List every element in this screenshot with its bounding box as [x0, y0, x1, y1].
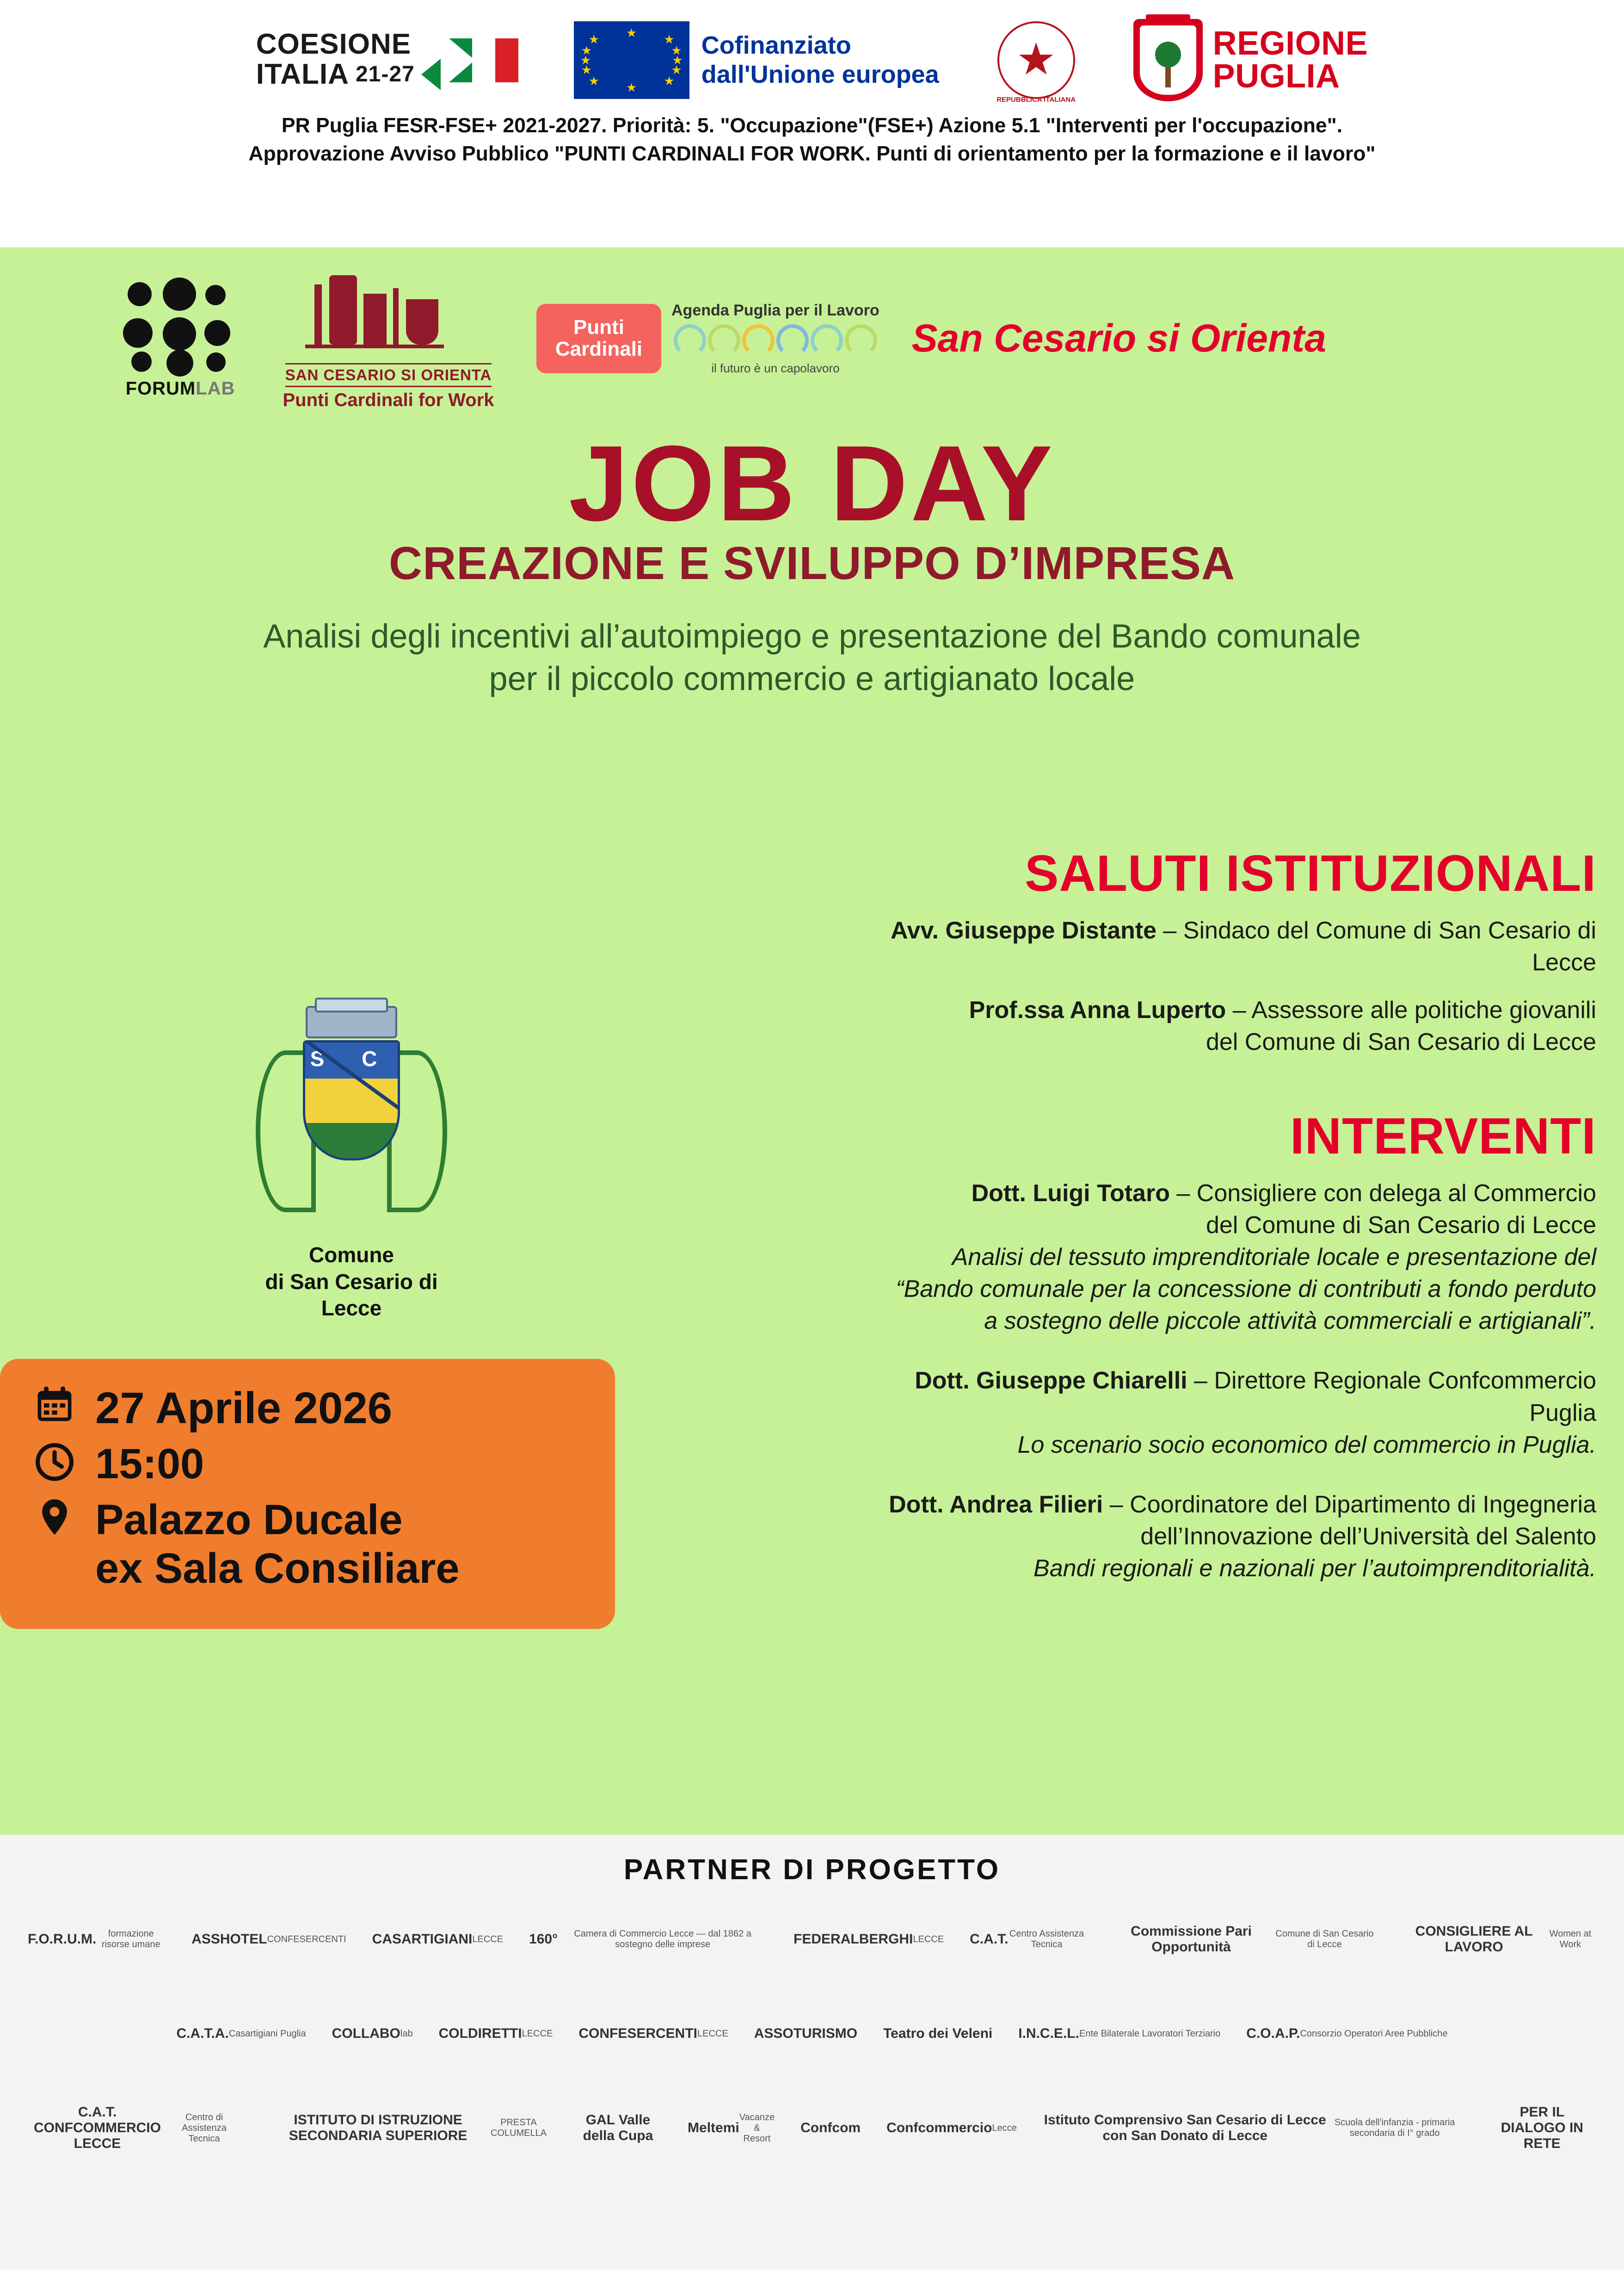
partner-logo [886, 2089, 1017, 2167]
partner-sub: Consorzio Operatori Aree Pubbliche [1300, 2028, 1448, 2039]
partner-sub: Centro Assistenza Tecnica [1009, 1929, 1084, 1950]
partner-sub: Lecce [992, 2122, 1017, 2133]
partner-logo [578, 1994, 728, 2073]
partner-row [0, 1900, 1624, 1979]
partner-sub: Women at Work [1549, 1929, 1592, 1950]
partner-name: F.O.R.U.M. [28, 1931, 97, 1947]
coesione-italia-logo [256, 30, 518, 90]
partner-logo [1403, 1900, 1596, 1979]
partner-logo [332, 1994, 413, 2073]
partner-logo [372, 1900, 503, 1979]
calendar-icon [32, 1384, 77, 1426]
comune-caption-line1: Comune [309, 1243, 394, 1267]
partner-logo [754, 1994, 857, 2073]
event-venue-line-2: ex Sala Consiliare [95, 1545, 460, 1592]
partner-logo [191, 1900, 346, 1979]
partner-sub: Comune di San Cesario di Lecce [1275, 1929, 1374, 1950]
partner-name: C.A.T. [970, 1931, 1009, 1947]
punti-cardinali-badge [536, 304, 661, 373]
partner-logo [800, 2089, 861, 2167]
partner-sub: LECCE [697, 2028, 728, 2039]
event-venue-line-1: Palazzo Ducale [95, 1496, 403, 1544]
event-venue-row [32, 1496, 587, 1593]
partner-logo [794, 1900, 944, 1979]
clock-icon [32, 1441, 77, 1483]
coesione-line1: COESIONE [256, 28, 412, 60]
partner-name: 160° [529, 1931, 558, 1947]
agenda-arcs-icon [671, 324, 880, 357]
speaker-note-1: Lo scenario socio economico del commercio in Puglia. [1017, 1431, 1596, 1458]
partner-logo [1111, 1900, 1378, 1979]
partner-sub: Camera di Commercio Lecce — dal 1862 a sostegno delle imprese [574, 1929, 751, 1950]
speaker-note-2: “Bando comunale per la concessione di contributi a fondo perduto [896, 1276, 1596, 1303]
partner-name: GAL Valle della Cupa [583, 2112, 653, 2143]
partner-name: Teatro dei Veleni [883, 2026, 993, 2041]
partner-sub: Casartigiani Puglia [228, 2028, 306, 2039]
partner-name: PER IL DIALOGO IN RETE [1501, 2104, 1583, 2151]
header-band [0, 0, 1624, 247]
forumlab-logo [111, 278, 250, 399]
partner-name: ASSOTURISMO [754, 2026, 858, 2041]
forumlab-dots-icon [123, 278, 238, 375]
partner-sub: Centro di Assistenza Tecnica [182, 2112, 227, 2144]
partner-logo [28, 1900, 166, 1979]
speaker-entry [856, 915, 1596, 979]
speaker-role: – Assessore alle politiche giovanili [1226, 997, 1596, 1024]
partners-title: PARTNER DI PROGETTO [623, 1854, 1001, 1886]
speaker-entry [856, 1365, 1596, 1461]
san-cesario-orienta-logo [259, 266, 518, 411]
coesione-years: 21-27 [355, 62, 415, 86]
speaker-entry [856, 1489, 1596, 1585]
partner-name: Confcom [800, 2120, 861, 2135]
regione-puglia-logo [1133, 19, 1368, 101]
event-time: 15:00 [95, 1440, 204, 1488]
partner-logo [688, 2089, 775, 2167]
partner-name: C.O.A.P. [1246, 2026, 1300, 2041]
punti-cardinali-logo [536, 302, 880, 376]
punti-badge-line1: Punti [573, 316, 624, 339]
partner-name: CONSIGLIERE AL LAVORO [1415, 1924, 1533, 1955]
partner-logo [1018, 1994, 1220, 2073]
partner-sub: CONFESERCENTI [267, 1934, 346, 1944]
coesione-triangle-icon [421, 59, 441, 90]
forumlab-bold: FORUM [125, 378, 196, 399]
partner-name: CONFESERCENTI [578, 2026, 697, 2041]
punti-badge-line2: Cardinali [555, 337, 643, 360]
eu-flag-icon: ★ ★ ★ ★ ★ ★ ★ ★ ★ ★ ★ ★ [574, 21, 689, 99]
partner-sub: LECCE [522, 2028, 553, 2039]
left-column [0, 1006, 703, 1629]
partner-name: Istituto Comprensivo San Cesario di Lecce con San Donato di Lecce [1044, 2112, 1326, 2143]
speaker-name: Avv. Giuseppe Distante [890, 917, 1156, 944]
comune-crest-icon [252, 1006, 451, 1237]
partner-logo [176, 1994, 306, 2073]
location-pin-icon [32, 1496, 77, 1538]
speaker-role-2: del Comune di San Cesario di Lecce [1206, 1029, 1596, 1056]
agenda-puglia-title: Agenda Puglia per il Lavoro [671, 301, 880, 319]
program-reference [0, 112, 1624, 168]
speaker-role: – Consigliere con delega al Commercio [1169, 1179, 1596, 1207]
partner-name: Meltemi [688, 2120, 739, 2135]
speaker-name: Dott. Luigi Totaro [971, 1179, 1170, 1207]
partner-logo [1488, 2089, 1596, 2167]
partner-row [0, 2089, 1624, 2167]
speaker-role: – Coordinatore del Dipartimento di Ingegneria [1103, 1491, 1596, 1518]
program-column [856, 844, 1596, 1600]
partner-name: C.A.T. CONFCOMMERCIO LECCE [33, 2104, 161, 2151]
partner-logo [1043, 2089, 1462, 2167]
comune-crest [243, 1006, 460, 1322]
partner-logo [970, 1900, 1085, 1979]
description-line-2: per il piccolo commercio e artigianato locale [489, 660, 1135, 697]
regione-line1: REGIONE [1212, 25, 1368, 62]
pr-line-2: Approvazione Avviso Pubblico "PUNTI CARDINALI FOR WORK. Punti di orientamento per la formazione e il lavoro" [248, 142, 1376, 165]
agenda-puglia-subtitle: il futuro è un capolavoro [711, 361, 840, 375]
partner-name: COLDIRETTI [438, 2026, 522, 2041]
partner-name: FEDERALBERGHI [794, 1931, 913, 1947]
partner-sub: Ente Bilaterale Lavoratori Terziario [1079, 2028, 1221, 2039]
description-line-1: Analisi degli incentivi all’autoimpiego e presentazione del Bando comunale [263, 617, 1361, 655]
speaker-name: Dott. Andrea Filieri [889, 1491, 1103, 1518]
speaker-note-1: Bandi regionali e nazionali per l’autoimprenditorialità. [1033, 1555, 1596, 1582]
partner-sub: formazione risorse umane [101, 1929, 160, 1950]
partner-name: I.N.C.E.L. [1018, 2026, 1079, 2041]
speaker-entry [856, 1178, 1596, 1338]
speaker-role: – Sindaco del Comune di San Cesario di Lecce [1156, 917, 1596, 976]
eu-line1: Cofinanziato [701, 31, 851, 60]
page-title: JOB DAY [568, 424, 1055, 543]
partner-sub: lab [400, 2028, 413, 2039]
partner-sub: LECCE [472, 1934, 504, 1944]
interventi-title: INTERVENTI [1290, 1107, 1596, 1165]
partner-sub: Vacanze & Resort [739, 2112, 775, 2144]
event-date-row [32, 1384, 587, 1433]
speaker-note-3: a sostegno delle piccole attività commerciali e artigianali”. [984, 1308, 1596, 1335]
main-body [0, 247, 1624, 1835]
speaker-role-2: dell’Innovazione dell’Università del Salento [1140, 1523, 1596, 1550]
event-details-box [0, 1359, 615, 1629]
partner-name: C.A.T.A. [176, 2026, 229, 2041]
page-subtitle: CREAZIONE E SVILUPPO D’IMPRESA [388, 537, 1236, 589]
partner-name: Commissione Pari Opportunità [1131, 1924, 1252, 1955]
partner-name: Confcommercio [886, 2120, 992, 2135]
speaker-entry [856, 994, 1596, 1058]
comune-caption-line2: di San Cesario di Lecce [265, 1269, 438, 1320]
forumlab-light: LAB [196, 378, 235, 399]
speaker-role-2: del Comune di San Cesario di Lecce [1206, 1211, 1596, 1239]
brand-logo-row [0, 247, 1624, 411]
partner-name: ISTITUTO DI ISTRUZIONE SECONDARIA SUPERIORE [289, 2112, 468, 2143]
partners-footer [0, 1835, 1624, 2270]
partner-name: ASSHOTEL [191, 1931, 267, 1947]
pr-line-1: PR Puglia FESR-FSE+ 2021-2027. Priorità: 5. "Occupazione"(FSE+) Azione 5.1 "Interventi per l'occupazione". [281, 114, 1343, 137]
san-cesario-illustration-icon [259, 266, 518, 363]
repubblica-italiana-emblem-icon: ★ REPUBBLICA ITALIANA [995, 19, 1078, 102]
partner-name: COLLABO [332, 2026, 400, 2041]
partner-sub: PRESTA COLUMELLA [490, 2117, 547, 2138]
speaker-role: – Direttore Regionale Confcommercio Puglia [1187, 1367, 1596, 1426]
regione-puglia-shield-icon [1133, 19, 1203, 101]
partner-sub: Scuola dell'infanzia - primaria secondaria di I° grado [1334, 2117, 1455, 2138]
san-cesario-line2: Punti Cardinali for Work [283, 390, 494, 410]
san-cesario-line1: SAN CESARIO SI ORIENTA [285, 363, 492, 387]
partner-logo [883, 1994, 992, 2073]
crest-initials: S C [310, 1047, 393, 1071]
event-time-row [32, 1441, 587, 1487]
speaker-name: Dott. Giuseppe Chiarelli [915, 1367, 1187, 1394]
italy-flag-mark-icon [449, 38, 518, 82]
partner-logo [28, 2089, 241, 2167]
partner-row [0, 1994, 1624, 2073]
partner-logo [439, 1994, 553, 2073]
saluti-title: SALUTI ISTITUZIONALI [1024, 845, 1596, 902]
partner-sub: LECCE [913, 1934, 944, 1944]
partner-logo [574, 2089, 662, 2167]
speaker-name: Prof.ssa Anna Luperto [969, 997, 1226, 1024]
repubblica-caption: REPUBBLICA ITALIANA [997, 96, 1076, 104]
regione-line2: PUGLIA [1212, 58, 1340, 95]
cofinanziato-ue-logo [574, 21, 939, 99]
institutional-logos [0, 0, 1624, 102]
speaker-note-1: Analisi del tessuto imprenditoriale locale e presentazione del [952, 1243, 1596, 1271]
coesione-line2: ITALIA [256, 58, 349, 90]
event-claim: San Cesario si Orienta [911, 316, 1326, 360]
partner-logo [529, 1900, 768, 1979]
partner-logo [1246, 1994, 1447, 2073]
partner-logo [267, 2089, 548, 2167]
event-date: 27 Aprile 2026 [95, 1383, 393, 1433]
eu-line2: dall'Unione europea [701, 61, 939, 88]
partner-name: CASARTIGIANI [372, 1931, 473, 1947]
